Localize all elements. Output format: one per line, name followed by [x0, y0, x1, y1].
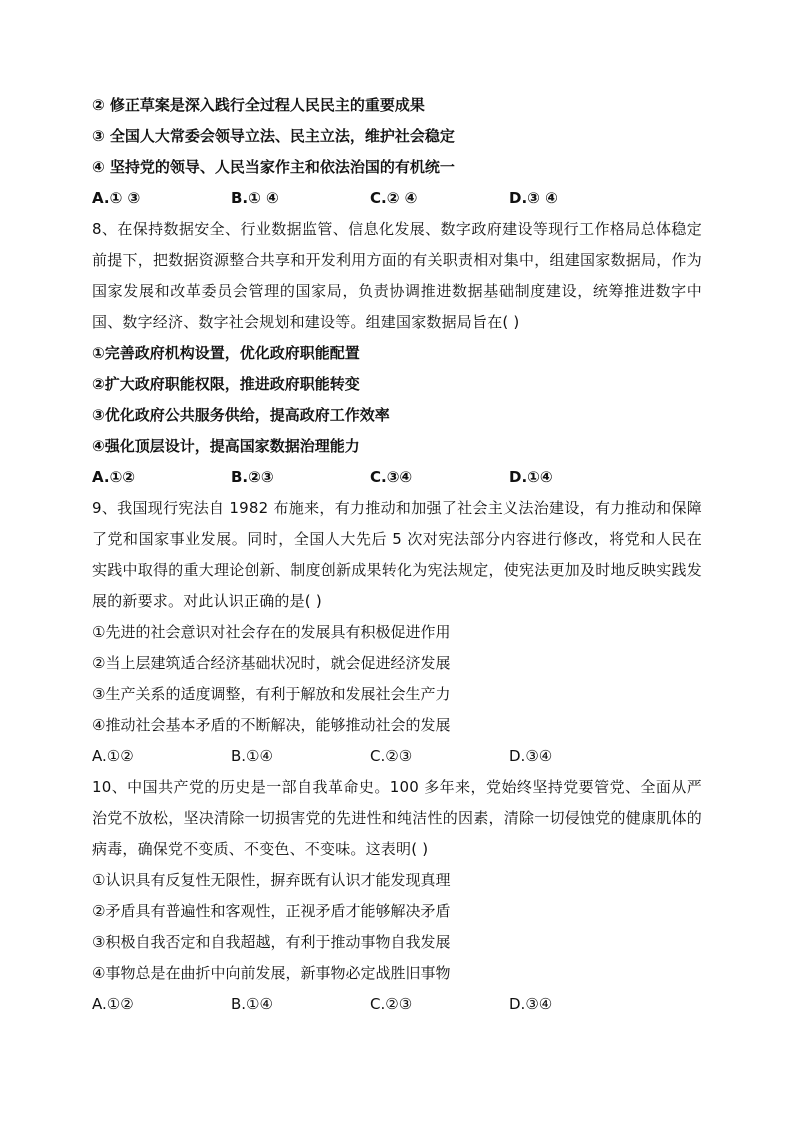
q7-choice-b: B.① ④	[231, 189, 279, 207]
q9-choice-d: D.③④	[509, 747, 553, 765]
q9-stem: 9、我国现行宪法自 1982 布施来，有力推动和加强了社会主义法治建设，有力推动和保障了党和国家事业发展。同时，全国人大先后 5 次对宪法部分内容进行修改，将党和人民在实践中取得的重大理论创新、制度创新成果转化为宪法规定，使宪法更加及时地反映实践发展的新要求。对此认识正确的是( )	[92, 499, 702, 610]
q10-choice-d: D.③④	[509, 995, 553, 1013]
q10-option-2: ②矛盾具有普遍性和客观性，正视矛盾才能够解决矛盾	[92, 902, 451, 920]
question-10	[92, 772, 702, 1020]
q9-choice-b: B.①④	[231, 747, 273, 765]
question-9	[92, 493, 702, 772]
q9-option-4: ④推动社会基本矛盾的不断解决，能够推动社会的发展	[92, 716, 451, 734]
q7-choice-a: A.① ③	[92, 189, 141, 207]
q8-stem: 8、在保持数据安全、行业数据监管、信息化发展、数字政府建设等现行工作格局总体稳定前提下，把数据资源整合共享和开发利用方面的有关职责相对集中，组建国家数据局，作为国家发展和改革委员会管理的国家局，负责协调推进数据基础制度建设，统筹推进数字中国、数字经济、数字社会规划和建设等。组建国家数据局旨在( )	[92, 220, 702, 331]
q8-choice-a: A.①②	[92, 468, 135, 486]
q7-option-3: ③ 全国人大常委会领导立法、民主立法，维护社会稳定	[92, 127, 455, 145]
question-7	[92, 90, 702, 214]
q7-choice-c: C.② ④	[370, 189, 418, 207]
q7-option-2: ② 修正草案是深入践行全过程人民民主的重要成果	[92, 96, 425, 114]
q10-option-1: ①认识具有反复性无限性，摒弃既有认识才能发现真理	[92, 871, 451, 889]
q10-choice-b: B.①④	[231, 995, 273, 1013]
q9-option-3: ③生产关系的适度调整，有利于解放和发展社会生产力	[92, 685, 451, 703]
q8-choices	[92, 462, 702, 493]
q10-choice-c: C.②③	[370, 995, 413, 1013]
q8-option-1: ①完善政府机构设置，优化政府职能配置	[92, 344, 360, 362]
q8-option-2: ②扩大政府职能权限，推进政府职能转变	[92, 375, 360, 393]
q8-choice-c: C.③④	[370, 468, 413, 486]
q9-choice-c: C.②③	[370, 747, 413, 765]
q7-choice-d: D.③ ④	[509, 189, 558, 207]
q7-choices	[92, 183, 702, 214]
q10-option-3: ③积极自我否定和自我超越，有利于推动事物自我发展	[92, 933, 451, 951]
q9-option-1: ①先进的社会意识对社会存在的发展具有积极促进作用	[92, 623, 451, 641]
q8-option-3: ③优化政府公共服务供给，提高政府工作效率	[92, 406, 390, 424]
question-8	[92, 214, 702, 493]
q8-option-4: ④强化顶层设计，提高国家数据治理能力	[92, 437, 360, 455]
q8-choice-b: B.②③	[231, 468, 274, 486]
exam-page	[92, 90, 702, 1020]
q9-choice-a: A.①②	[92, 747, 134, 765]
q10-stem: 10、中国共产党的历史是一部自我革命史。100 多年来，党始终坚持党要管党、全面从严治党不放松，坚决清除一切损害党的先进性和纯洁性的因素，清除一切侵蚀党的健康肌体的病毒，确保党不变质、不变色、不变味。这表明( )	[92, 778, 702, 858]
q9-option-2: ②当上层建筑适合经济基础状况时，就会促进经济发展	[92, 654, 451, 672]
q10-choice-a: A.①②	[92, 995, 134, 1013]
q9-choices	[92, 741, 702, 772]
q10-option-4: ④事物总是在曲折中向前发展，新事物必定战胜旧事物	[92, 964, 451, 982]
q8-choice-d: D.①④	[509, 468, 553, 486]
q10-choices	[92, 989, 702, 1020]
q7-option-4: ④ 坚持党的领导、人民当家作主和依法治国的有机统一	[92, 158, 455, 176]
